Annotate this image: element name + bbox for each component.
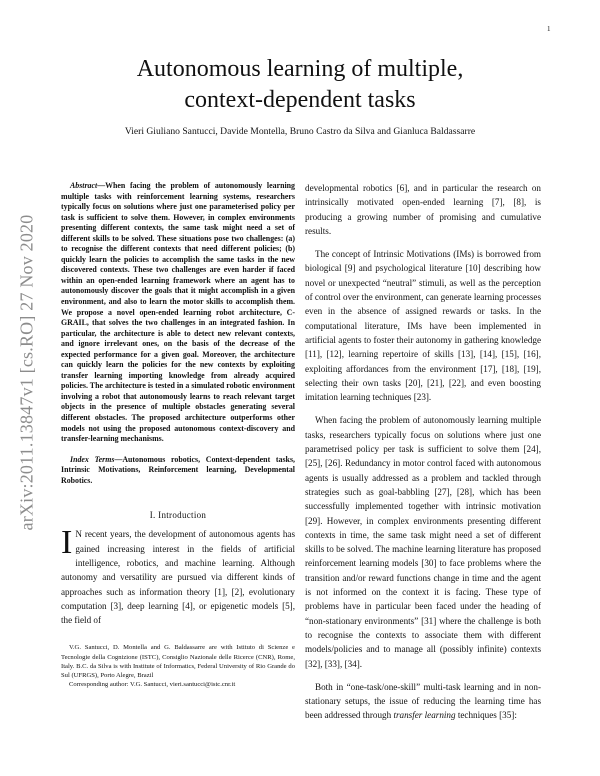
- abstract-label: Abstract: [70, 181, 98, 190]
- section-heading-introduction: I. Introduction: [149, 510, 207, 521]
- intro-paragraph-1: [61, 524, 295, 627]
- right-paragraph-3: When facing the problem of autonomously learning multiple tasks, researchers typically focus on solutions where just one parametrised policy per task is sufficient to solve them [24], [25], [26]. Redundancy in motor control faced with autonomous agents is usually addressed as a problem and tackled through strategies such as goal-babbling [27], [28], which has been successfully implemented together with intrinsic motivation [29]. However, in complex environments presenting different contexts in time, the same task might need a set of different skills to be solved. The machine learning literature has proposed reinforcement learning models [30] to face problems where the transition and/or reward functions change in time and the agent is not informed on the context it is facing. These type of problems have in particular been faced under the heading of “non-stationary environments” [31] where the challenge is both to recognise the contexts to associate them with different models/policies and to manage all (possibly infinite) contexts [32], [33], [34].: [305, 415, 541, 669]
- transfer-learning-emphasis: transfer learning: [393, 710, 456, 721]
- footnote: [61, 643, 295, 689]
- page-number: 1: [547, 25, 551, 33]
- title-line-2: context-dependent tasks: [184, 87, 416, 113]
- right-paragraph-4-start: Both in “one-task/one-skill” multi-task learning and in non-stationary setups, the issue of reducing the learning time has been addressed through: [305, 681, 541, 721]
- right-paragraph-4-end: techniques [35]:: [455, 710, 517, 721]
- paper-title: [60, 54, 540, 116]
- arxiv-stamp: [12, 192, 42, 552]
- intro-paragraph-1-text: N recent years, the development of autonomous agents has gained increasing interest in the fields of artificial intelligence, robotics, and machine learning. Although autonomy and versatility are pursued via different kinds of approaches such as information theory [1], [2], evolutionary computation [3], deep learning [4], or epigenetic models [5], the field of: [61, 529, 295, 626]
- index-terms: [61, 455, 295, 487]
- index-terms-label: Index Terms: [70, 454, 115, 464]
- footnote-affiliations: V.G. Santucci, D. Montella and G. Baldassarre are with Istituto di Scienze e Tecnologie della Cognizione (ISTC), Consiglio Nazionale delle Ricerce (CNR), Rome, Italy. B.C. da Silva is with Institute of Informatics, Federal University of Rio Grande do Sul (UFRGS), Porto Alegre, Brazil: [61, 644, 295, 679]
- right-paragraph-2: The concept of Intrinsic Motivations (IMs) is borrowed from biological [9] and psychological literature [10] describing how novel or unexpected “neutral” stimuli, as well as the perception of control over the environment, can generate learning processes even in the absence of assigned rewards or tasks. In the computational literature, IMs have been implemented in artificial agents to foster their autonomy in gathering knowledge [11], [12], learning repertoire of skills [13], [14], [15], [16], exploiting affordances from the environment [17], [18], [19], selecting their own tasks [20], [21], [22], and even boosting imitation learning techniques [23].: [305, 249, 541, 403]
- abstract-text: —When facing the problem of autonomously learning multiple tasks with reinforcement learning systems, researchers typically focus on solutions where just one parameterised policy per task is sufficient to solve them. However, in complex environments presenting different contexts, the same task might need a set of different skills to be solved. These situations pose two challenges: (a) to recognise the different contexts that need different policies; (b) quickly learn the policies to accomplish the same tasks in the new discovered contexts. These two challenges are even harder if faced within an open-ended learning framework where an agent has to autonomously discover the goals that it might accomplish in a given environment, and also to learn the motor skills to accomplish them. We propose a novel open-ended learning robot architecture, C-GRAIL, that solves the two challenges in an integrated fashion. In particular, the architecture is able to detect new relevant contexts, and ignore irrelevant ones, on the basis of the decrease of the expected performance for a given goal. Moreover, the architecture can quickly learn the policies for the new contexts by exploiting transfer learning importing knowledge from already acquired policies. The architecture is tested in a simulated robotic environment involving a robot that autonomously learns to reach relevant target objects in the presence of multiple obstacles generating several different obstacles. The proposed architecture outperforms other models not using the proposed autonomous context-discovery and transfer-learning mechanisms.: [61, 181, 295, 444]
- footnote-corresponding-author: Corresponding author: V.G. Santucci, vieri.santucci@istc.cnr.it: [69, 681, 236, 689]
- right-column: [305, 181, 541, 723]
- abstract: [61, 181, 295, 445]
- left-column: [61, 181, 295, 689]
- title-line-1: Autonomous learning of multiple,: [136, 56, 464, 82]
- right-paragraph-4: [305, 680, 541, 723]
- author-list: Vieri Giuliano Santucci, Davide Montella, Bruno Castro da Silva and Gianluca Baldassarre: [124, 126, 476, 137]
- arxiv-identifier: arXiv:2011.13847v1 [cs.RO] 27 Nov 2020: [16, 214, 37, 530]
- drop-cap: I: [61, 524, 73, 562]
- index-terms-text: —Autonomous robotics, Context-dependent tasks, Intrinsic Motivations, Reinforcement learning, Developmental Robotics.: [61, 454, 295, 485]
- right-paragraph-1: developmental robotics [6], and in particular the research on intrinsically motivated open-ended learning [7], [8], is producing a growing number of promising and cumulative results.: [305, 183, 541, 236]
